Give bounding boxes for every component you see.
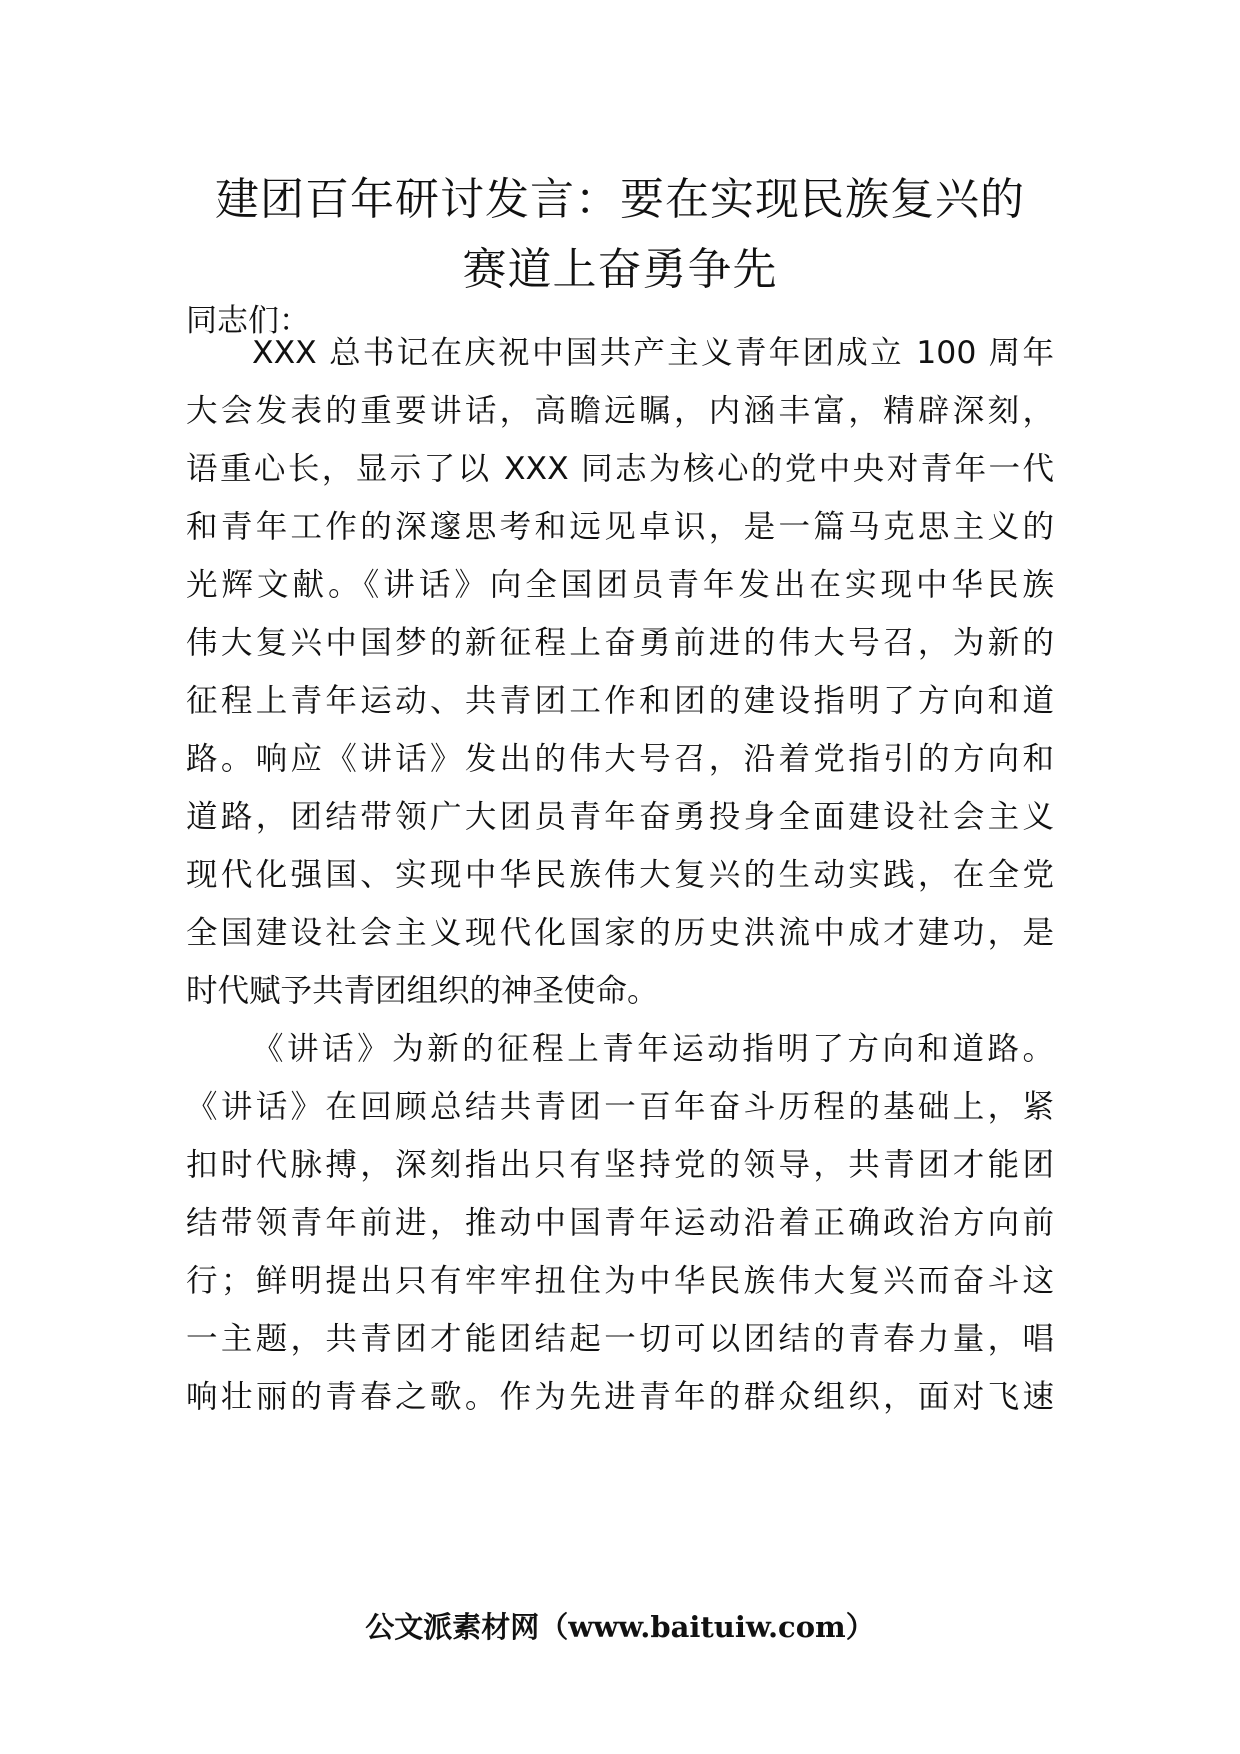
paragraph-1-line-2: 大会发表的重要讲话，高瞻远瞩，内涵丰富，精辟深刻， (186, 393, 1054, 429)
paragraph-2-line-4: 结带领青年前进，推动中国青年运动沿着正确政治方向前 (186, 1205, 1054, 1241)
salutation: 同志们： (186, 303, 310, 339)
paragraph-2-line-1: 《讲话》为新的征程上青年运动指明了方向和道路。 (252, 1031, 1054, 1067)
document-title-line-2: 赛道上奋勇争先 (462, 244, 778, 295)
paragraph-1-line-3: 语重心长，显示了以 XXX 同志为核心的党中央对青年一代 (186, 451, 1054, 487)
paragraph-2-line-6: 一主题，共青团才能团结起一切可以团结的青春力量，唱 (186, 1321, 1054, 1357)
paragraph-1-line-8: 路。响应《讲话》发出的伟大号召，沿着党指引的方向和 (186, 741, 1054, 777)
paragraph-2-line-3: 扣时代脉搏，深刻指出只有坚持党的领导，共青团才能团 (186, 1147, 1054, 1183)
paragraph-1-line-11: 全国建设社会主义现代化国家的历史洪流中成才建功，是 (186, 915, 1054, 951)
footer-source-text: 公文派素材网（www.baituiw.com） (365, 1610, 875, 1644)
paragraph-1-line-9: 道路，团结带领广大团员青年奋勇投身全面建设社会主义 (186, 799, 1054, 835)
paragraph-1-line-7: 征程上青年运动、共青团工作和团的建设指明了方向和道 (186, 683, 1054, 719)
paragraph-1-line-12: 时代赋予共青团组织的神圣使命。 (186, 973, 659, 1009)
paragraph-2-line-5: 行；鲜明提出只有牢牢扭住为中华民族伟大复兴而奋斗这 (186, 1263, 1054, 1299)
paragraph-1-line-6: 伟大复兴中国梦的新征程上奋勇前进的伟大号召，为新的 (186, 625, 1054, 661)
paragraph-2-line-7: 响壮丽的青春之歌。作为先进青年的群众组织，面对飞速 (186, 1379, 1054, 1415)
paragraph-1-line-1: XXX 总书记在庆祝中国共产主义青年团成立 100 周年 (252, 335, 1054, 371)
paragraph-1-line-10: 现代化强国、实现中华民族伟大复兴的生动实践，在全党 (186, 857, 1054, 893)
paragraph-1-line-4: 和青年工作的深邃思考和远见卓识，是一篇马克思主义的 (186, 509, 1054, 545)
document-title-line-1: 建团百年研讨发言：要在实现民族复兴的 (215, 174, 1025, 225)
paragraph-2-line-2: 《讲话》在回顾总结共青团一百年奋斗历程的基础上，紧 (186, 1089, 1054, 1125)
paragraph-1-line-5: 光辉文献。《讲话》向全国团员青年发出在实现中华民族 (186, 567, 1054, 603)
